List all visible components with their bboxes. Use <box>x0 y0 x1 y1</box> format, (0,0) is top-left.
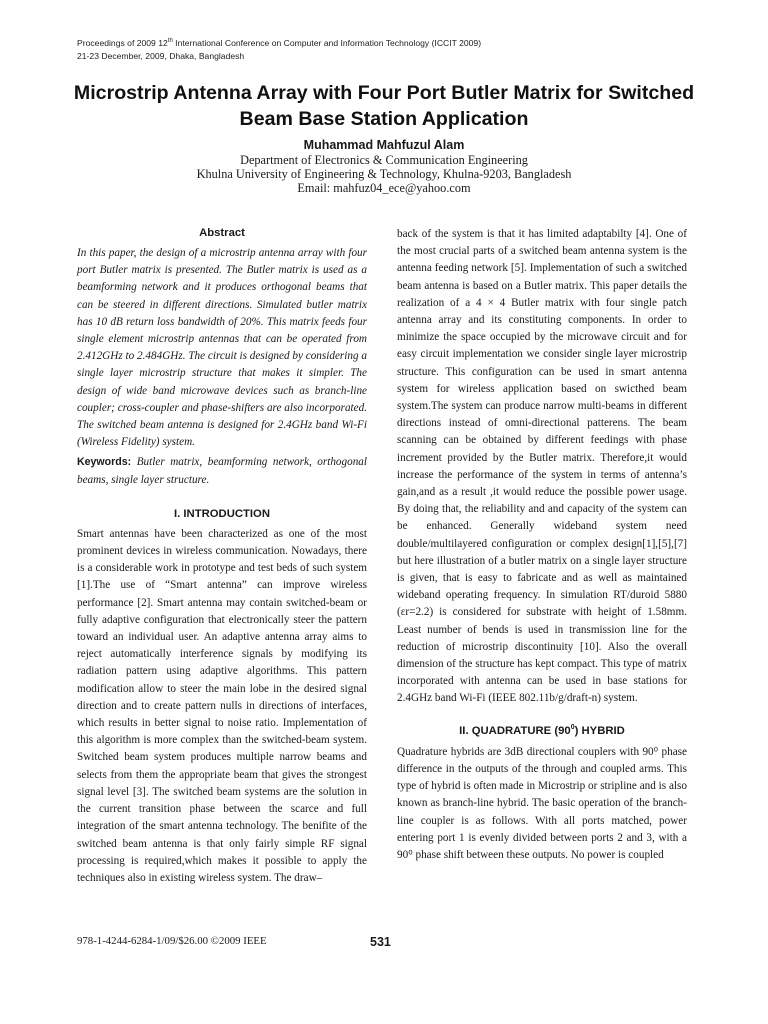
paper-title: Microstrip Antenna Array with Four Port Butler Matrix for Switched Beam Base Station Application <box>73 82 695 130</box>
conference-ordinal-suffix: th <box>167 38 173 45</box>
conference-name-suffix: International Conference on Computer and Information Technology (ICCIT 2009) <box>172 38 482 48</box>
abstract-heading: Abstract <box>199 227 245 239</box>
keywords-paragraph <box>77 454 367 488</box>
affiliation-university: Khulna University of Engineering & Technology, Khulna-9203, Bangladesh <box>196 167 572 181</box>
section-2-heading-degree: 0 <box>570 723 575 731</box>
copyright-notice: 978-1-4244-6284-1/09/$26.00 ©2009 IEEE <box>77 935 267 947</box>
section-2-heading <box>397 724 687 738</box>
conference-header-line-1 <box>77 38 481 49</box>
conference-header-line-2: 21-23 December, 2009, Dhaka, Bangladesh <box>77 51 245 61</box>
conference-name-prefix: Proceedings of 2009 12 <box>77 38 168 48</box>
page-number: 531 <box>370 935 391 949</box>
right-column <box>397 226 687 864</box>
introduction-heading: I. INTRODUCTION <box>173 507 271 520</box>
introduction-continued-text: back of the system is that it has limited adaptabilty [4]. One of the most crucial parts of a switched beam antenna system is the antenna feeding network [5]. Implementation of such a switched beam antenna is based on a Butler matrix. This paper details the realization of a 4 × 4 Butler matrix with four single patch antenna array and its constituting components. In order to minimize the space occupied by the microwave circuit and for easy circuit implementation we consider single layer microstrip structure. This configuration can be used in smart antenna system for wireless application based on swicthed beam system.The system can produce narrow multi-beams in different directions instead of omni-directional patterens. The beam scanning can be obtained by different feedings with phase increment provided by the Butler matrix. Therefore,it would increase the performance of the system in terms of antenna’s gain,and as a result ,it would reduce the possible power usage. By doing that, the reliability and and capacity of the system can be enhanced. Generally wideband system need double/multilayered configuration or complex design[1],[5],[7] but here illustration of a butler matrix on a single layer structure is given, that is easy to fabricate and as well as maintained wideband operating frequency. In simulation RT/duroid 5880 (εr=2.2) is considered for substrate with height of 1.58mm. Least number of bends is used in transmission line for the reduction of microstrip discontinuity [10]. Also the overall dimension of the structure has kept compact. This type of matrix incorporated with antenna can be used in base stations for 2.4GHz band Wi-Fi (IEEE 802.11b/g/draft-n) system. <box>397 228 687 705</box>
left-column <box>77 226 367 887</box>
abstract-text: In this paper, the design of a microstrip antenna array with four port Butler matrix is presented. The Butler matrix is used as a beamforming network and it produces orthogonal beams that can be steered in different directions. Simulated butler matrix has 10 dB return loss bandwidth of 20%. This matrix feeds four single element microstrip antennas that can be operated from 2.412GHz to 2.484GHz. The circuit is designed by considering a single layer microstrip structure that makes it simpler. The design of wide band microwave devices such as branch-line coupler; cross-coupler and phase-shifters are also incorporated. The switched beam antenna is designed for 2.4GHz band Wi-Fi (Wireless Fidelity) system. <box>77 247 367 449</box>
author-name: Muhammad Mahfuzul Alam <box>303 138 465 152</box>
section-2-heading-prefix: II. QUADRATURE (90 <box>459 724 571 737</box>
section-2-heading-suffix: ) HYBRID <box>574 724 625 737</box>
introduction-text: Smart antennas have been characterized as one of the most prominent devices in wireless communication. Nowadays, there is a considerable work in prototype and test beds of such system [1].The use of “Smart antenna” can improve wireless performance [2]. Smart antenna may contain switched-beam or fully adaptive configuration that electronically steer the pattern toward an individual user. An adaptive antenna array aims to reject automatically interference signals by modifying its radiation pattern using adaptive algorithms. This pattern modification allow to steer the main lobe in the desired signal direction and to create pattern nulls in directions of interfaces, which results in better signal to noise ratio. Implementation of this algorithm is more complex than the switched-beam system. Switched beam system produces multiple narrow beams and selects from them the appropriate beam that gives the strongest signal level [3]. The switched beam systems are the solution in the current transition phase between the scarce and full integration of the smart antenna technology. The benifite of the switched beam antenna is that only fairly simple RF signal processing is required,which makes it possible to apply the techniques also in existing wireless system. The draw– <box>77 527 367 884</box>
keywords-label: Keywords: <box>77 456 132 469</box>
keywords-text: Butler matrix, beamforming network, orthogonal beams, single layer structure. <box>77 456 368 486</box>
affiliation-email: Email: mahfuz04_ece@yahoo.com <box>297 181 471 195</box>
section-2-text: Quadrature hybrids are 3dB directional couplers with 90⁰ phase difference in the outputs of the through and coupled arms. This type of hybrid is often made in Microstrip or stripline and is also known as branch-line hybrid. The basic operation of the branch-line coupler is as follows. With all ports matched, power entering port 1 is evenly divided between ports 2 and 3, with a 90⁰ phase shift between these outputs. No power is coupled <box>397 745 687 861</box>
affiliation-department: Department of Electronics & Communication Engineering <box>240 153 528 167</box>
